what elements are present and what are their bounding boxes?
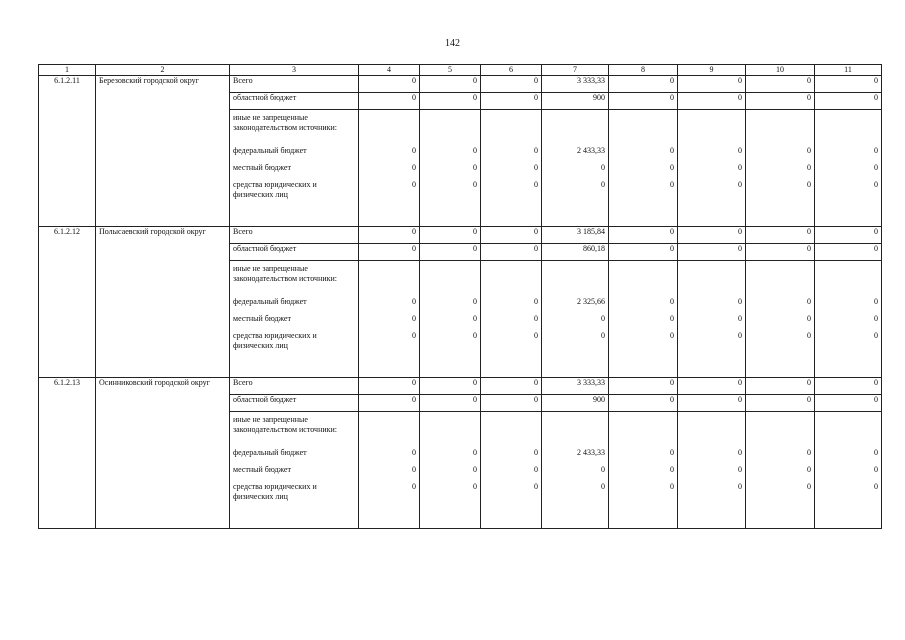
value-text: 0 [473,297,477,306]
row-label: областной бюджет [230,244,359,261]
row-label: местный бюджет [233,465,291,474]
value-cell: 0 [746,76,815,93]
value-cell [609,110,678,227]
value-text: 0 [534,465,538,474]
row-code: 6.1.2.13 [39,378,96,529]
value-cell: 0 [815,395,882,412]
value-text: 0 [807,331,811,340]
row-label: федеральный бюджет [233,297,307,306]
row-label: Всего [230,76,359,93]
value-text: 0 [670,331,674,340]
value-cell [746,110,815,227]
value-text: 0 [601,163,605,172]
value-cell: 3 185,84 [542,227,609,244]
value-cell: 0 [481,76,542,93]
value-cell: 0 [420,378,481,395]
value-cell: 0 [609,76,678,93]
sources-label-cell [230,412,359,529]
municipality-name: Осинниковский городской округ [96,378,230,529]
row-label: Всего [230,227,359,244]
column-number-row [39,65,882,76]
value-text: 0 [412,314,416,323]
value-text: 0 [874,297,878,306]
value-cell [542,110,609,227]
value-text: 0 [738,180,742,189]
column-header: 10 [746,65,815,76]
value-text: 0 [412,297,416,306]
other-sources-label: иные не запрещенные законодательством источники: [233,264,338,283]
value-cell: 0 [359,395,420,412]
value-text: 0 [601,331,605,340]
column-header: 7 [542,65,609,76]
value-cell: 0 [481,395,542,412]
value-cell [746,261,815,378]
value-text: 0 [601,314,605,323]
row-label: Всего [230,378,359,395]
value-cell [481,261,542,378]
value-cell: 0 [481,244,542,261]
value-cell [815,412,882,529]
value-text: 0 [807,146,811,155]
row-code: 6.1.2.11 [39,76,96,227]
value-cell: 0 [746,227,815,244]
column-header: 8 [609,65,678,76]
value-text: 0 [473,465,477,474]
value-text: 0 [874,314,878,323]
value-text: 0 [412,465,416,474]
value-cell: 860,18 [542,244,609,261]
value-text: 0 [807,163,811,172]
value-cell: 3 333,33 [542,378,609,395]
value-cell: 900 [542,395,609,412]
value-cell: 0 [746,93,815,110]
value-cell: 0 [678,378,746,395]
value-text: 0 [874,146,878,155]
value-text: 0 [412,331,416,340]
value-cell: 0 [481,227,542,244]
column-header: 3 [230,65,359,76]
sources-label-cell [230,261,359,378]
value-text: 0 [874,180,878,189]
value-cell [359,261,420,378]
value-cell: 0 [609,93,678,110]
value-cell: 0 [815,76,882,93]
value-cell: 0 [815,227,882,244]
value-text: 0 [670,314,674,323]
value-cell [542,412,609,529]
value-text: 0 [601,482,605,491]
table-row [39,378,882,395]
value-text: 0 [738,331,742,340]
table-row [39,76,882,93]
value-cell: 0 [746,244,815,261]
value-cell: 0 [609,378,678,395]
value-cell: 0 [678,395,746,412]
value-text: 0 [473,448,477,457]
row-label: областной бюджет [230,93,359,110]
value-text: 0 [534,297,538,306]
column-header: 11 [815,65,882,76]
value-text: 0 [473,146,477,155]
value-cell [678,110,746,227]
value-text: 0 [670,465,674,474]
value-text: 0 [738,465,742,474]
value-cell [815,110,882,227]
row-label: средства юридических и физических лиц [233,180,317,199]
value-cell [420,412,481,529]
value-cell [815,261,882,378]
page-number: 142 [445,38,460,49]
row-label: средства юридических и физических лиц [233,482,317,501]
value-text: 0 [807,482,811,491]
value-text: 0 [670,482,674,491]
value-cell: 3 333,33 [542,76,609,93]
value-cell: 0 [420,227,481,244]
sources-label-cell [230,110,359,227]
row-label: местный бюджет [233,163,291,172]
value-cell [746,412,815,529]
value-text: 0 [534,448,538,457]
value-text: 0 [670,297,674,306]
value-cell [359,412,420,529]
value-cell [609,261,678,378]
value-cell: 900 [542,93,609,110]
municipality-name: Полысаевский городской округ [96,227,230,378]
value-cell [420,110,481,227]
other-sources-label: иные не запрещенные законодательством источники: [233,113,338,132]
value-cell: 0 [420,93,481,110]
municipality-name: Березовский городской округ [96,76,230,227]
column-header: 2 [96,65,230,76]
value-cell: 0 [359,378,420,395]
value-cell: 0 [815,378,882,395]
value-text: 0 [473,180,477,189]
value-cell: 0 [815,93,882,110]
value-text: 0 [738,163,742,172]
value-text: 0 [412,482,416,491]
column-header: 1 [39,65,96,76]
value-cell: 0 [359,76,420,93]
value-text: 0 [874,482,878,491]
value-text: 0 [534,482,538,491]
value-text: 0 [738,297,742,306]
value-cell: 0 [815,244,882,261]
other-sources-label: иные не запрещенные законодательством источники: [233,415,338,434]
value-text: 0 [473,163,477,172]
value-cell [542,261,609,378]
value-cell [481,412,542,529]
row-label: областной бюджет [230,395,359,412]
value-text: 0 [874,331,878,340]
value-cell: 0 [678,93,746,110]
column-header: 5 [420,65,481,76]
value-text: 0 [738,314,742,323]
value-cell [609,412,678,529]
value-text: 0 [412,146,416,155]
value-text: 0 [670,448,674,457]
value-cell [359,110,420,227]
value-text: 0 [473,331,477,340]
value-text: 2 325,66 [577,297,605,306]
value-text: 0 [738,448,742,457]
value-text: 0 [534,331,538,340]
value-cell: 0 [678,244,746,261]
value-text: 0 [670,180,674,189]
value-cell: 0 [746,378,815,395]
value-cell [420,261,481,378]
value-text: 0 [534,146,538,155]
value-cell: 0 [609,244,678,261]
value-cell: 0 [359,244,420,261]
value-text: 0 [874,163,878,172]
column-header: 6 [481,65,542,76]
value-text: 0 [807,297,811,306]
value-cell: 0 [481,93,542,110]
table-row [39,227,882,244]
value-text: 0 [874,448,878,457]
value-cell: 0 [420,395,481,412]
value-text: 0 [807,465,811,474]
value-cell: 0 [678,76,746,93]
value-text: 0 [738,146,742,155]
value-cell [678,261,746,378]
value-cell [481,110,542,227]
value-cell [678,412,746,529]
column-header: 4 [359,65,420,76]
budget-table [38,64,882,529]
value-text: 0 [473,314,477,323]
value-cell: 0 [359,93,420,110]
value-cell: 0 [609,395,678,412]
row-label: федеральный бюджет [233,448,307,457]
value-text: 0 [601,465,605,474]
value-text: 0 [601,180,605,189]
value-cell: 0 [481,378,542,395]
value-text: 0 [807,180,811,189]
value-cell: 0 [746,395,815,412]
value-text: 2 433,33 [577,448,605,457]
value-text: 0 [412,448,416,457]
value-text: 0 [534,163,538,172]
value-cell: 0 [678,227,746,244]
value-cell: 0 [359,227,420,244]
value-text: 0 [473,482,477,491]
value-cell: 0 [609,227,678,244]
value-text: 0 [534,314,538,323]
row-label: федеральный бюджет [233,146,307,155]
value-text: 0 [670,163,674,172]
row-code: 6.1.2.12 [39,227,96,378]
value-text: 0 [670,146,674,155]
value-text: 0 [874,465,878,474]
value-text: 0 [412,163,416,172]
row-label: средства юридических и физических лиц [233,331,317,350]
value-text: 0 [412,180,416,189]
value-text: 0 [738,482,742,491]
value-text: 0 [807,314,811,323]
value-cell: 0 [420,244,481,261]
column-header: 9 [678,65,746,76]
row-label: местный бюджет [233,314,291,323]
value-text: 2 433,33 [577,146,605,155]
value-cell: 0 [420,76,481,93]
value-text: 0 [807,448,811,457]
value-text: 0 [534,180,538,189]
